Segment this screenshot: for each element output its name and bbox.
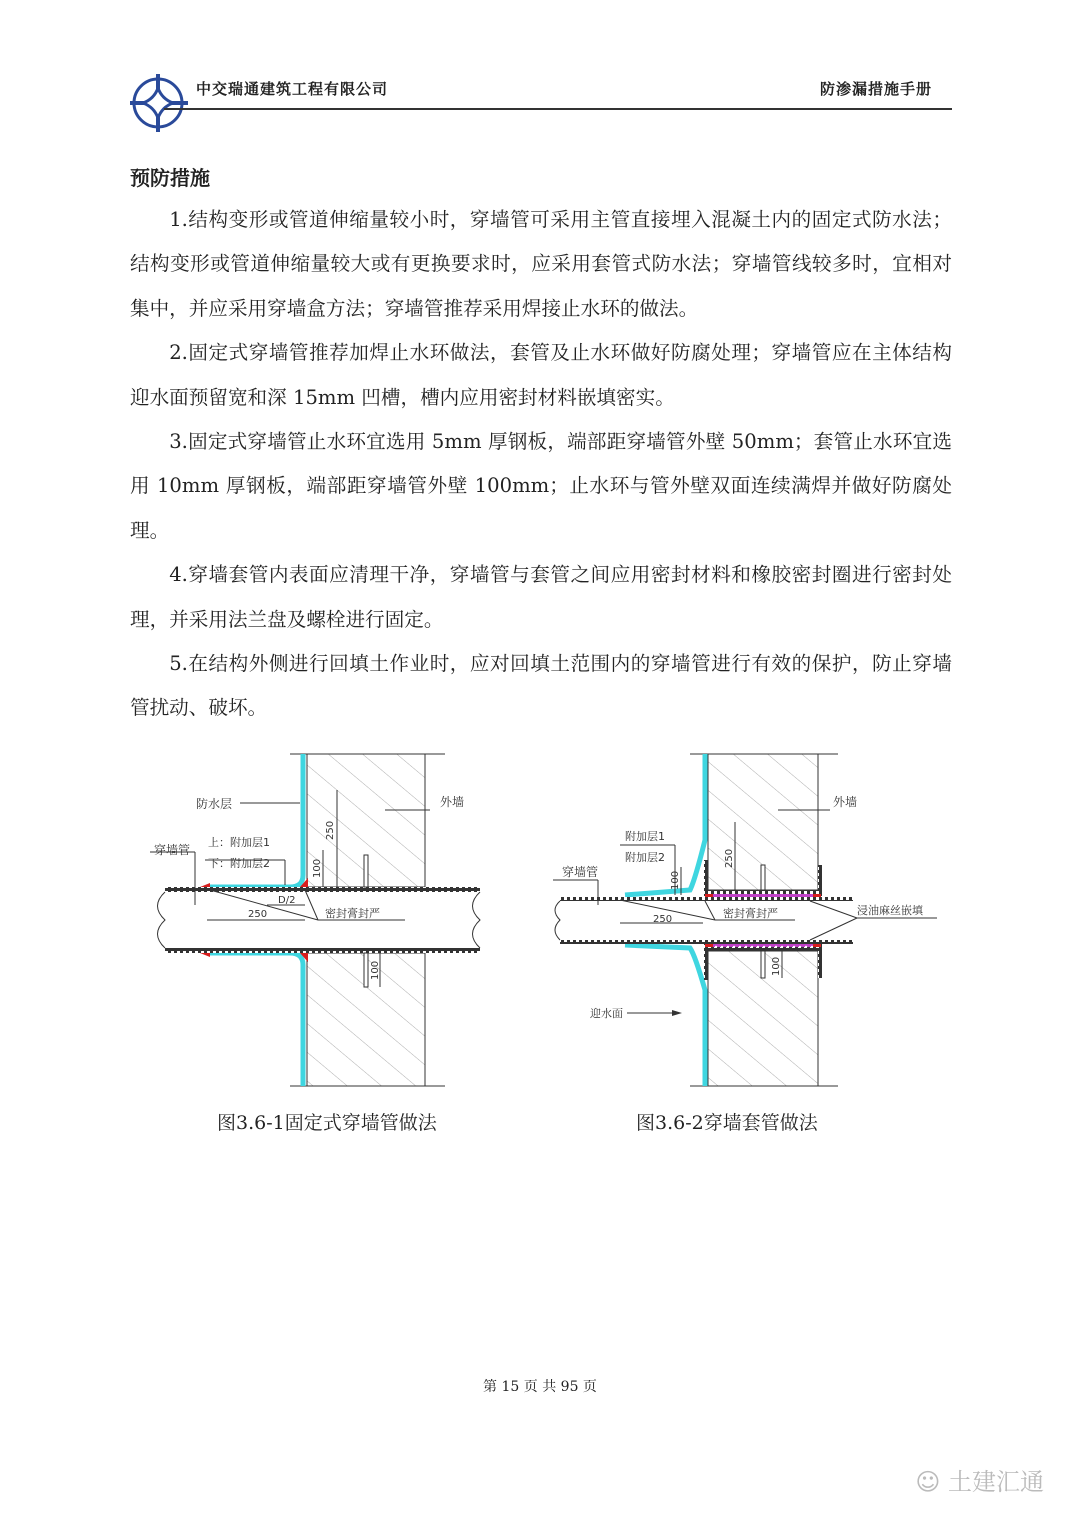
figure2-caption: 图3.6-2穿墙套管做法	[636, 1112, 818, 1134]
label-waterproof: 防水层	[195, 797, 232, 811]
label-pipe: 穿墙管	[562, 865, 599, 879]
label-lower-layer: 下：附加层2	[208, 857, 270, 870]
paragraph: 2.固定式穿墙管推荐加焊止水环做法，套管及止水环做好防腐处理；穿墙管应在主体结构迎水面预留宽和深 15mm 凹槽，槽内应用密封材料嵌填密实。	[130, 341, 952, 409]
manual-title: 防渗漏措施手册	[819, 80, 932, 98]
paragraph: 5.在结构外侧进行回填土作业时，应对回填土范围内的穿墙管进行有效的保护，防止穿墙管扰动、破坏。	[130, 652, 952, 720]
wechat-icon: ☺	[915, 1468, 948, 1496]
label-upper-layer: 上：附加层1	[208, 836, 270, 849]
dim-100-top: 100	[312, 858, 323, 878]
page-number: 第 15 页 共 95 页	[483, 1379, 597, 1395]
paragraph: 4.穿墙套管内表面应清理干净，穿墙管与套管之间应用密封材料和橡胶密封圈进行密封处理，并采用法兰盘及螺栓进行固定。	[130, 563, 952, 631]
label-water-face: 迎水面	[590, 1007, 623, 1020]
dim-250-vertical: 250	[325, 820, 336, 840]
section-title: 预防措施	[130, 166, 210, 190]
label-outer-wall: 外墙	[833, 795, 858, 809]
label-sealant: 密封膏封严	[723, 907, 778, 920]
dim-d2: D/2	[278, 895, 296, 906]
label-hemp: 浸油麻丝嵌填	[857, 904, 923, 917]
dim-250-vertical: 250	[724, 848, 735, 868]
dim-100-top: 100	[670, 870, 681, 890]
paragraph: 1.结构变形或管道伸缩量较小时，穿墙管可采用主管直接埋入混凝土内的固定式防水法；结构变形或管道伸缩量较大或有更换要求时，应采用套管式防水法；穿墙管线较多时，宜相对集中，并应采用穿墙盒方法；穿墙管推荐采用焊接止水环的做法。	[130, 208, 952, 320]
figure-sleeve-pipe-diagram	[545, 740, 945, 1100]
label-layer2: 附加层2	[625, 851, 665, 864]
watermark	[915, 1462, 1044, 1497]
company-name: 中交瑞通建筑工程有限公司	[196, 80, 389, 98]
label-sealant: 密封膏封严	[325, 907, 380, 920]
dim-100-bottom: 100	[771, 956, 782, 976]
body-text	[130, 198, 952, 731]
header-divider	[164, 108, 952, 110]
dim-250-horizontal: 250	[653, 914, 673, 925]
dim-250-horizontal: 250	[248, 909, 268, 920]
dim-100-bottom: 100	[370, 960, 381, 980]
company-logo-icon	[128, 70, 190, 136]
figure1-caption: 图3.6-1固定式穿墙管做法	[217, 1112, 437, 1134]
watermark-text: 土建汇通	[948, 1468, 1044, 1496]
label-layer1: 附加层1	[625, 830, 665, 843]
label-outer-wall: 外墙	[440, 795, 465, 809]
figure-fixed-pipe-diagram	[140, 740, 520, 1100]
paragraph: 3.固定式穿墙管止水环宜选用 5mm 厚钢板，端部距穿墙管外壁 50mm；套管止水环宜选用 10mm 厚钢板，端部距穿墙管外壁 100mm；止水环与管外壁双面连续满焊并做好防腐处理。	[130, 430, 952, 542]
label-pipe: 穿墙管	[154, 843, 191, 857]
